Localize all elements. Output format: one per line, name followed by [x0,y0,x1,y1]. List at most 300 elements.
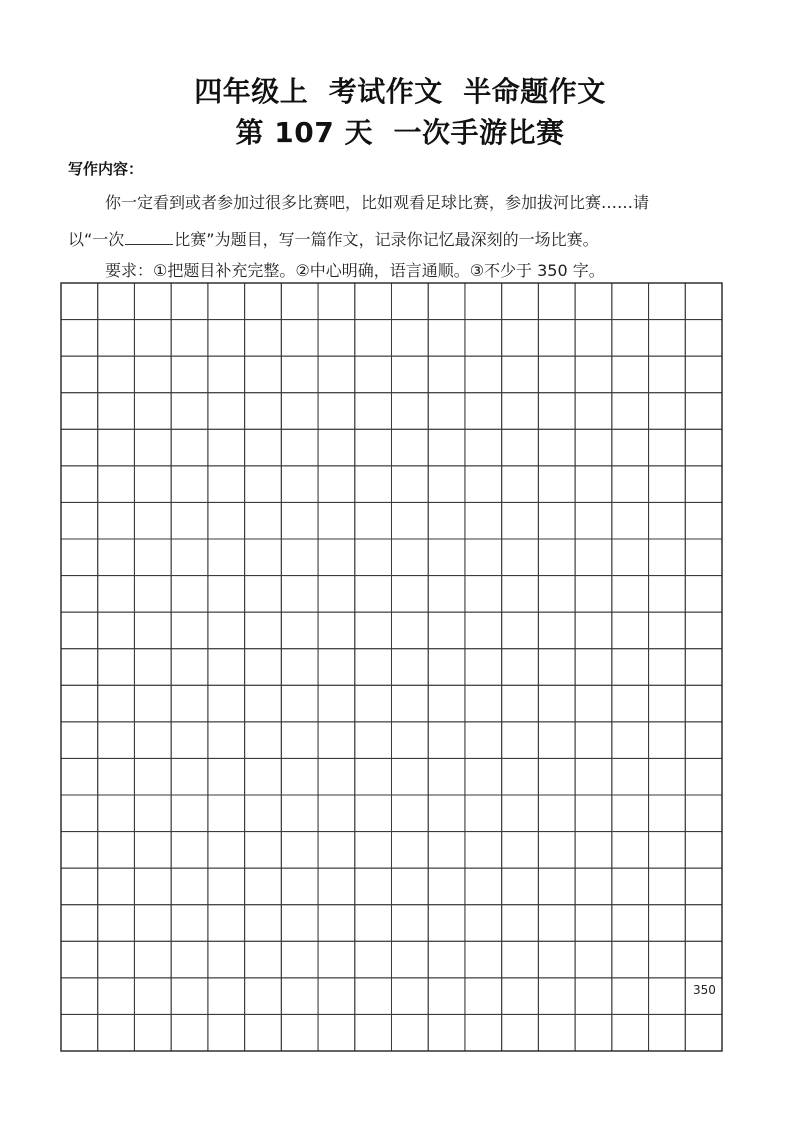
grid-cell [318,320,355,357]
grid-cell [428,1014,465,1051]
grid-cell [465,941,502,978]
grid-cell [392,356,429,393]
grid-cell [465,649,502,686]
grid-cell [575,466,612,503]
grid-cell [171,905,208,942]
grid-cell [98,576,135,613]
grid-cell [134,393,171,430]
grid-cell [428,539,465,576]
grid-cell [465,356,502,393]
grid-cell [392,539,429,576]
grid-cell [208,868,245,905]
grid-cell [538,320,575,357]
grid-cell [502,1014,539,1051]
grid-cell [428,283,465,320]
grid-cell [649,356,686,393]
grid-cell [538,832,575,869]
grid-cell [392,795,429,832]
grid-cell [392,393,429,430]
grid-cell [318,429,355,466]
grid-cell [171,941,208,978]
grid-cell [649,1014,686,1051]
grid-cell [355,685,392,722]
grid-cell [171,356,208,393]
grid-cell [685,795,722,832]
grid-cell [208,722,245,759]
grid-cell [355,722,392,759]
grid-cell [281,1014,318,1051]
grid-cell [355,941,392,978]
grid-cell [134,320,171,357]
grid-cell [502,795,539,832]
grid-cell [502,722,539,759]
grid-cell [612,283,649,320]
grid-cell [61,722,98,759]
grid-cell [465,320,502,357]
grid-cell [208,795,245,832]
page-title: 四年级上 考试作文 半命题作文 [194,75,606,108]
grid-cell [61,905,98,942]
grid-cell [208,393,245,430]
grid-cell [575,502,612,539]
grid-cell [465,1014,502,1051]
grid-cell [465,905,502,942]
grid-cell [465,502,502,539]
grid-cell [502,466,539,503]
grid-cell [392,758,429,795]
grid-cell [575,612,612,649]
grid-cell [575,941,612,978]
grid-cell [612,356,649,393]
grid-cell [649,905,686,942]
grid-cell [208,832,245,869]
grid-cell [685,612,722,649]
grid-cell [502,539,539,576]
grid-cell [575,320,612,357]
grid-cell [502,576,539,613]
grid-cell [649,466,686,503]
grid-cell [208,356,245,393]
grid-cell [538,941,575,978]
grid-cell [575,393,612,430]
grid-cell [355,429,392,466]
grid-cell [428,795,465,832]
grid-cell [318,1014,355,1051]
grid-cell [428,429,465,466]
grid-cell [392,685,429,722]
grid-cell [61,466,98,503]
grid-cell [134,941,171,978]
grid-cell [685,868,722,905]
grid-cell [465,612,502,649]
grid-cell [355,393,392,430]
grid-cell [98,1014,135,1051]
grid-cell [318,722,355,759]
grid-cell [281,466,318,503]
grid-cell [61,832,98,869]
grid-cell [612,576,649,613]
grid-cell [649,320,686,357]
grid-cell [428,502,465,539]
grid-cell [502,758,539,795]
grid-cell [355,905,392,942]
grid-cell [134,832,171,869]
grid-cell [355,283,392,320]
grid-cell [612,649,649,686]
grid-cell [318,612,355,649]
grid-cell [685,576,722,613]
grid-cell [392,320,429,357]
grid-cell [245,502,282,539]
grid-cell [171,722,208,759]
grid-cell [392,1014,429,1051]
grid-cell [538,356,575,393]
grid-cell [612,320,649,357]
grid-cell [612,612,649,649]
grid-cell [281,612,318,649]
grid-cell [428,978,465,1015]
grid-cell [281,576,318,613]
grid-cell [61,941,98,978]
grid-cell [245,722,282,759]
grid-cell [281,722,318,759]
grid-cell [612,832,649,869]
grid-cell [575,283,612,320]
grid-cell [98,978,135,1015]
grid-cell [649,941,686,978]
prompt-line-2-end: 比赛”为题目，写一篇作文，记录你记忆最深刻的一场比赛。 [174,230,599,249]
grid-cell [428,722,465,759]
grid-cell [98,466,135,503]
grid-cell [538,393,575,430]
grid-cell [171,795,208,832]
grid-cell [612,941,649,978]
grid-cell [538,1014,575,1051]
grid-cell [538,429,575,466]
grid-cell [318,941,355,978]
grid-cell [612,758,649,795]
grid-cell [612,978,649,1015]
grid-cell [575,539,612,576]
grid-cell [649,685,686,722]
grid-cell [575,356,612,393]
grid-cell [502,832,539,869]
grid-cell [98,502,135,539]
grid-cell [318,832,355,869]
grid-cell [134,1014,171,1051]
grid-cell [649,502,686,539]
grid-cell [98,283,135,320]
grid-cell [98,758,135,795]
grid-cell [502,612,539,649]
grid-cell [134,758,171,795]
grid-cell [245,320,282,357]
grid-cell [134,539,171,576]
grid-cell [245,576,282,613]
grid-cell [465,795,502,832]
grid-cell [318,393,355,430]
grid-cell [134,612,171,649]
grid-cell [61,539,98,576]
grid-cell [208,905,245,942]
grid-cell [245,795,282,832]
grid-cell [171,832,208,869]
grid-cell [649,393,686,430]
grid-cell [612,905,649,942]
grid-cell [355,1014,392,1051]
grid-cell [245,868,282,905]
grid-cell [649,758,686,795]
grid-cell [538,978,575,1015]
grid-cell [281,320,318,357]
grid-cell [208,758,245,795]
grid-cell [649,429,686,466]
grid-cell [649,576,686,613]
grid-cell [355,356,392,393]
grid-cell [649,649,686,686]
grid-cell [649,612,686,649]
grid-cell [171,649,208,686]
grid-cell [171,466,208,503]
grid-cell [355,795,392,832]
requirements-line: 要求：①把题目补充完整。②中心明确，语言通顺。③不少于 350 字。 [105,261,605,280]
grid-cell [392,978,429,1015]
writing-content-label: 写作内容： [68,160,144,178]
grid-cell [355,832,392,869]
grid-cell [61,795,98,832]
grid-cell [171,320,208,357]
grid-cell [612,868,649,905]
grid-cell [134,978,171,1015]
grid-cell [502,978,539,1015]
grid-cell [245,393,282,430]
grid-cell [61,1014,98,1051]
grid-cell [208,539,245,576]
grid-cell [538,612,575,649]
grid-cell [392,868,429,905]
grid-cell [649,868,686,905]
grid-cell [538,722,575,759]
grid-cell [575,576,612,613]
grid-cell [428,356,465,393]
grid-cell [428,685,465,722]
grid-cell [245,539,282,576]
grid-cell [612,685,649,722]
grid-cell [171,429,208,466]
grid-cell [465,393,502,430]
grid-cell [98,539,135,576]
grid-cell [134,466,171,503]
grid-cell [428,941,465,978]
grid-cell [281,941,318,978]
grid-cell [428,905,465,942]
grid-cell [502,356,539,393]
grid-cell [575,429,612,466]
grid-cell [465,539,502,576]
grid-cell [61,978,98,1015]
grid-cell [538,685,575,722]
grid-cell [575,868,612,905]
grid-cell [281,905,318,942]
grid-cell [392,905,429,942]
grid-cell [171,868,208,905]
grid-cell [355,502,392,539]
prompt-line-1: 你一定看到或者参加过很多比赛吧，比如观看足球比赛，参加拔河比赛……请 [105,193,650,212]
grid-cell [208,978,245,1015]
grid-cell [171,758,208,795]
grid-cell [134,649,171,686]
grid-cell [134,868,171,905]
grid-cell [465,685,502,722]
grid-cell [355,466,392,503]
grid-cell [281,795,318,832]
grid-cell [134,722,171,759]
grid-cell [392,429,429,466]
grid-cell [245,649,282,686]
grid-cell [649,283,686,320]
grid-cell [281,502,318,539]
grid-cell [685,649,722,686]
grid-cell [649,722,686,759]
grid-cell [208,466,245,503]
grid-cell [685,466,722,503]
word-count-marker: 350 [693,983,716,997]
grid-cell [318,466,355,503]
grid-cell [208,576,245,613]
grid-cell [428,649,465,686]
grid-cell [502,393,539,430]
grid-cell [61,868,98,905]
grid-cell [502,502,539,539]
grid-cell [612,429,649,466]
grid-cell [575,722,612,759]
grid-cell [318,868,355,905]
grid-cell [318,502,355,539]
grid-cell [61,283,98,320]
grid-cell [685,539,722,576]
grid-cell [685,429,722,466]
grid-cell [575,758,612,795]
grid-cell [171,502,208,539]
grid-cell [171,576,208,613]
grid-cell [171,612,208,649]
grid-cell [428,758,465,795]
grid-cell [392,283,429,320]
grid-cell [98,429,135,466]
grid-cell [428,320,465,357]
grid-cell [61,320,98,357]
grid-cell [245,978,282,1015]
grid-cell [502,649,539,686]
grid-cell [575,978,612,1015]
grid-cell [538,795,575,832]
grid-cell [245,356,282,393]
grid-cell [98,832,135,869]
grid-cell [392,649,429,686]
grid-cell [208,320,245,357]
grid-cell [318,576,355,613]
grid-cell [61,502,98,539]
grid-cell [281,978,318,1015]
grid-cell [685,320,722,357]
grid-cell [281,832,318,869]
grid-cell [612,466,649,503]
grid-cell [465,832,502,869]
grid-cell [685,356,722,393]
grid-cell [575,649,612,686]
grid-cell [98,868,135,905]
grid-cell [538,466,575,503]
grid-cell [465,283,502,320]
grid-cell [575,905,612,942]
grid-cell [502,905,539,942]
grid-cell [685,832,722,869]
grid-cell [245,758,282,795]
grid-cell [685,502,722,539]
grid-cell [98,722,135,759]
grid-cell [355,978,392,1015]
grid-cell [98,795,135,832]
grid-cell [98,685,135,722]
grid-cell [502,941,539,978]
grid-cell [245,685,282,722]
grid-cell [355,539,392,576]
grid-cell [685,722,722,759]
grid-cell [649,832,686,869]
grid-cell [318,795,355,832]
grid-cell [134,283,171,320]
grid-cell [208,502,245,539]
prompt-line-2-start: 以“一次 [68,230,125,249]
grid-cell [575,685,612,722]
grid-cell [612,722,649,759]
grid-cell [61,393,98,430]
grid-cell [61,429,98,466]
grid-cell [685,685,722,722]
grid-cell [428,466,465,503]
grid-cell [208,283,245,320]
grid-cell [245,905,282,942]
grid-cell [612,1014,649,1051]
grid-cell [134,795,171,832]
grid-cell [245,1014,282,1051]
grid-cell [502,429,539,466]
grid-cell [538,905,575,942]
grid-cell [281,539,318,576]
grid-cell [134,502,171,539]
grid-cell [538,283,575,320]
grid-cell [649,978,686,1015]
grid-cell [245,941,282,978]
grid-cell [538,758,575,795]
grid-cell [465,576,502,613]
grid-cell [245,832,282,869]
grid-cell [98,612,135,649]
grid-cell [245,612,282,649]
grid-cell [208,941,245,978]
grid-cell [281,429,318,466]
grid-cell [134,576,171,613]
grid-cell [465,466,502,503]
grid-cell [61,612,98,649]
grid-cell [98,320,135,357]
grid-cell [502,283,539,320]
grid-cell [392,466,429,503]
grid-cell [318,978,355,1015]
grid-cell [171,393,208,430]
grid-cell [281,758,318,795]
grid-cell [245,429,282,466]
